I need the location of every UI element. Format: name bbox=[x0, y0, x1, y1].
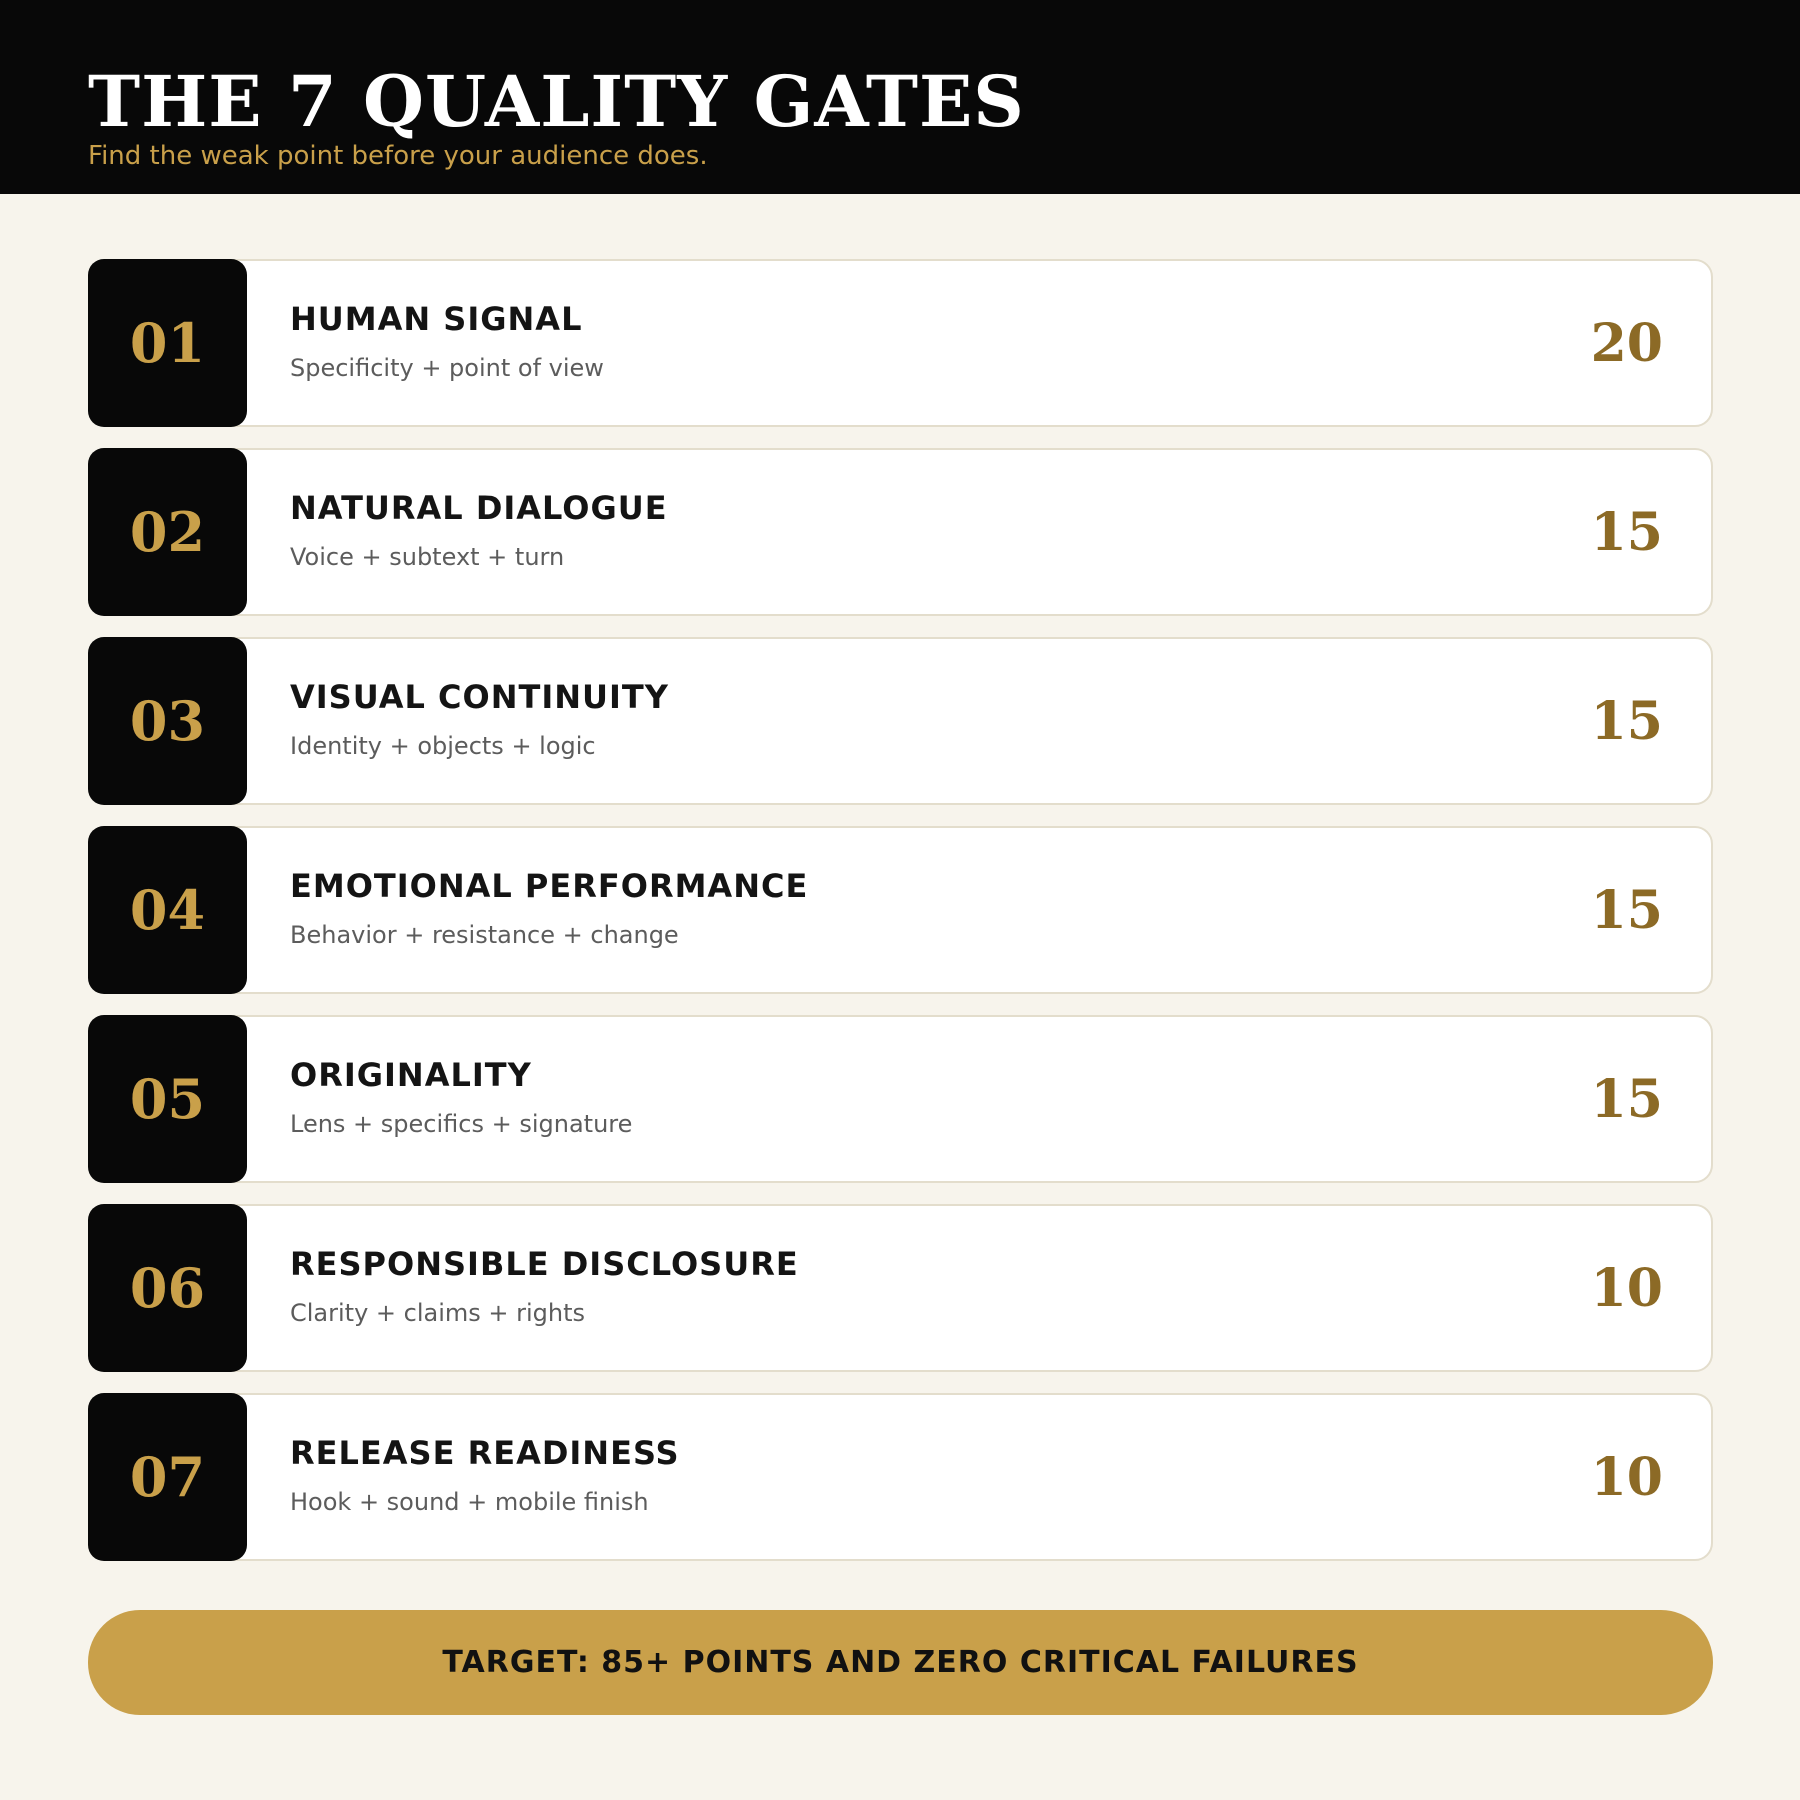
gate-description: Hook + sound + mobile finish bbox=[290, 1488, 649, 1516]
gate-number: 06 bbox=[129, 1256, 206, 1320]
gate-score: 20 bbox=[1590, 312, 1663, 374]
gate-row-2 bbox=[88, 448, 1713, 616]
gate-score: 15 bbox=[1590, 690, 1663, 752]
gate-row-4 bbox=[88, 826, 1713, 994]
gate-card bbox=[148, 259, 1713, 427]
gate-number: 04 bbox=[129, 878, 206, 942]
gate-card bbox=[148, 637, 1713, 805]
gate-card bbox=[148, 826, 1713, 994]
gate-description: Lens + specifics + signature bbox=[290, 1110, 633, 1138]
gate-number: 05 bbox=[129, 1067, 206, 1131]
gate-number-badge bbox=[88, 1015, 247, 1183]
gate-card bbox=[148, 1204, 1713, 1372]
gate-number-badge bbox=[88, 1204, 247, 1372]
gate-score: 15 bbox=[1590, 1068, 1663, 1130]
header-banner bbox=[0, 0, 1800, 194]
target-banner bbox=[88, 1610, 1713, 1715]
gate-number: 07 bbox=[129, 1445, 206, 1509]
gate-title: RELEASE READINESS bbox=[290, 1434, 680, 1472]
gate-score: 15 bbox=[1590, 501, 1663, 563]
gate-row-6 bbox=[88, 1204, 1713, 1372]
gate-description: Identity + objects + logic bbox=[290, 732, 596, 760]
page-subtitle: Find the weak point before your audience does. bbox=[88, 141, 708, 171]
gate-title: NATURAL DIALOGUE bbox=[290, 489, 668, 527]
gate-card bbox=[148, 448, 1713, 616]
target-text: TARGET: 85+ POINTS AND ZERO CRITICAL FAILURES bbox=[442, 1645, 1359, 1680]
gate-row-5 bbox=[88, 1015, 1713, 1183]
gate-number-badge bbox=[88, 637, 247, 805]
gate-number-badge bbox=[88, 259, 247, 427]
gate-number-badge bbox=[88, 448, 247, 616]
gate-score: 15 bbox=[1590, 879, 1663, 941]
page-title: THE 7 QUALITY GATES bbox=[88, 60, 1025, 143]
gate-number-badge bbox=[88, 1393, 247, 1561]
gate-title: RESPONSIBLE DISCLOSURE bbox=[290, 1245, 799, 1283]
gate-row-7 bbox=[88, 1393, 1713, 1561]
gate-title: VISUAL CONTINUITY bbox=[290, 678, 669, 716]
gate-number: 03 bbox=[129, 689, 206, 753]
gate-score: 10 bbox=[1590, 1446, 1663, 1508]
gate-number: 02 bbox=[129, 500, 206, 564]
gate-description: Clarity + claims + rights bbox=[290, 1299, 586, 1327]
gate-row-1 bbox=[88, 259, 1713, 427]
gate-number: 01 bbox=[129, 311, 206, 375]
gate-title: EMOTIONAL PERFORMANCE bbox=[290, 867, 809, 905]
gate-row-3 bbox=[88, 637, 1713, 805]
gate-card bbox=[148, 1015, 1713, 1183]
gate-description: Voice + subtext + turn bbox=[290, 543, 565, 571]
gate-card bbox=[148, 1393, 1713, 1561]
gate-description: Specificity + point of view bbox=[290, 354, 604, 382]
gate-score: 10 bbox=[1590, 1257, 1663, 1319]
gate-number-badge bbox=[88, 826, 247, 994]
gate-title: HUMAN SIGNAL bbox=[290, 300, 583, 338]
gate-description: Behavior + resistance + change bbox=[290, 921, 679, 949]
gate-title: ORIGINALITY bbox=[290, 1056, 532, 1094]
